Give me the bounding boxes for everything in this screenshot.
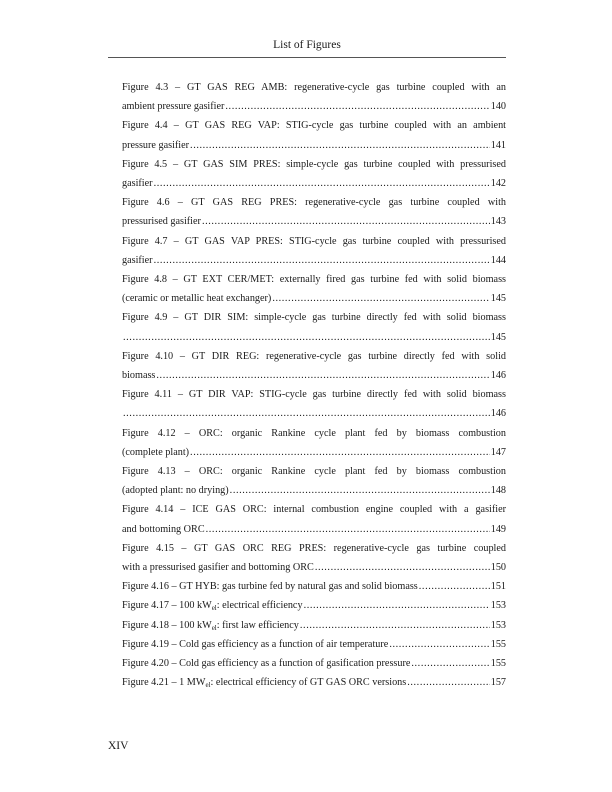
figure-entry[interactable] [122,232,506,270]
entry-title-line: Figure 4.7 – GT GAS VAP PRES: STIG-cycle gas turbine coupled with pressurised [122,235,506,247]
entry-page-number[interactable]: 146 [490,408,506,420]
entry-title-tail: (complete plant) [122,446,190,458]
entry-page-number[interactable]: 153 [490,600,506,612]
entry-title-line: Figure 4.11 – GT DIR VAP: STIG-cycle gas turbine directly fed with solid biomass [122,389,506,401]
dot-leader [419,577,490,596]
figure-entry[interactable] [122,385,506,423]
entry-title-tail: Figure 4.16 – GT HYB: gas turbine fed by natural gas and solid biomass [122,581,418,593]
dot-leader [206,520,490,539]
entry-title-text: Figure 4.18 – 100 kW [122,619,212,631]
entry-title-tail: ambient pressure gasifier [122,101,225,113]
entry-title-tail: pressurised gasifier [122,216,201,228]
dot-leader [407,673,489,692]
dot-leader [300,616,490,635]
entry-title-tail: with a pressurised gasifier and bottoming ORC [122,562,314,574]
entry-leader-line [122,443,506,462]
entry-title-text: Figure 4.21 – 1 MW [122,677,206,689]
entry-title-line: Figure 4.9 – GT DIR SIM: simple-cycle gas turbine directly fed with solid biomass [122,312,506,324]
unit-subscript: el [211,623,217,632]
entry-title-text: : electrical efficiency [216,600,303,612]
dot-leader [123,404,490,423]
figure-entry[interactable] [122,539,506,577]
entry-page-number[interactable]: 148 [490,485,506,497]
entry-leader-line [122,673,506,692]
entry-page-number[interactable]: 140 [490,101,506,113]
entry-title-line: Figure 4.12 – ORC: organic Rankine cycle plant fed by biomass combustion [122,427,506,439]
dot-leader [123,328,490,347]
dot-leader [225,97,489,116]
entry-page-number[interactable]: 141 [490,139,506,151]
entry-title-tail: (ceramic or metallic heat exchanger) [122,293,272,305]
entry-title-line: Figure 4.10 – GT DIR REG: regenerative-cycle gas turbine directly fed with solid [122,350,506,362]
entry-leader-line [122,481,506,500]
dot-leader [190,443,490,462]
entry-page-number[interactable]: 155 [490,658,506,670]
figure-entry[interactable] [122,78,506,116]
entry-title-line: Figure 4.3 – GT GAS REG AMB: regenerative-cycle gas turbine coupled with an [122,82,506,93]
entry-title-tail: and bottoming ORC [122,523,205,535]
entry-leader-line [122,558,506,577]
figure-entry[interactable] [122,424,506,462]
figure-entry[interactable] [122,500,506,538]
entry-title-line: Figure 4.5 – GT GAS SIM PRES: simple-cycle gas turbine coupled with pressurised [122,158,506,170]
figure-entry[interactable] [122,155,506,193]
entry-page-number[interactable]: 147 [490,446,506,458]
entry-page-number[interactable]: 143 [490,216,506,228]
entry-title-tail [122,596,303,615]
entry-title-line: Figure 4.14 – ICE GAS ORC: internal combustion engine coupled with a gasifier [122,504,506,516]
entry-leader-line [122,596,506,615]
entry-title-tail: (adopted plant: no drying) [122,485,229,497]
entry-leader-line [122,616,506,635]
dot-leader [154,174,490,193]
dot-leader [304,596,490,615]
dot-leader [190,136,490,155]
figure-entry[interactable] [122,577,506,596]
entry-leader-line [122,404,506,423]
entry-leader-line [122,635,506,654]
entry-page-number[interactable]: 157 [490,677,506,689]
entry-leader-line [122,97,506,116]
entry-leader-line [122,174,506,193]
entry-leader-line [122,136,506,155]
entry-page-number[interactable]: 145 [490,293,506,305]
entry-title-line: Figure 4.8 – GT EXT CER/MET: externally fired gas turbine fed with solid biomass [122,274,506,286]
figure-entry[interactable] [122,616,506,635]
entry-leader-line [122,654,506,673]
entry-title-tail: gasifier [122,178,153,190]
dot-leader [154,251,490,270]
entry-title-line: Figure 4.6 – GT GAS REG PRES: regenerative-cycle gas turbine coupled with [122,197,506,209]
figure-entry[interactable] [122,347,506,385]
entry-title-tail: gasifier [122,254,153,266]
header-rule [108,57,506,58]
unit-subscript: el [205,681,211,690]
entry-title-tail [122,673,406,692]
entry-title-tail [122,616,299,635]
dot-leader [315,558,490,577]
figure-entry[interactable] [122,462,506,500]
dot-leader [156,366,489,385]
entry-leader-line [122,289,506,308]
figure-entry[interactable] [122,635,506,654]
figure-entry[interactable] [122,308,506,346]
entry-title-tail: Figure 4.20 – Cold gas efficiency as a function of gasification pressure [122,658,411,670]
entry-page-number[interactable]: 150 [490,562,506,574]
entry-title-text: : electrical efficiency of GT GAS ORC versions [210,677,407,689]
entry-title-tail: Figure 4.19 – Cold gas efficiency as a function of air temperature [122,638,389,650]
dot-leader [389,635,489,654]
entry-title-line: Figure 4.15 – GT GAS ORC REG PRES: regenerative-cycle gas turbine coupled [122,542,506,554]
entry-page-number[interactable]: 145 [490,331,506,343]
entry-page-number[interactable]: 142 [490,178,506,190]
page-number: XIV [108,740,129,752]
entry-title-text: Figure 4.17 – 100 kW [122,600,212,612]
entry-page-number[interactable]: 151 [490,581,506,593]
figure-entry[interactable] [122,270,506,308]
figure-entry[interactable] [122,596,506,615]
entry-leader-line [122,366,506,385]
figure-entry[interactable] [122,673,506,692]
list-of-figures [122,78,506,693]
dot-leader [202,212,490,231]
entry-leader-line [122,577,506,596]
figure-entry[interactable] [122,193,506,231]
entry-title-tail: pressure gasifier [122,139,190,151]
entry-page-number[interactable]: 153 [490,619,506,631]
entry-page-number[interactable]: 155 [490,638,506,650]
entry-title-tail: biomass [122,370,156,382]
entry-leader-line [122,212,506,231]
entry-page-number[interactable]: 149 [490,523,506,535]
figure-entry[interactable] [122,654,506,673]
entry-leader-line [122,328,506,347]
entry-title-line: Figure 4.13 – ORC: organic Rankine cycle plant fed by biomass combustion [122,466,506,478]
dot-leader [411,654,489,673]
entry-title-line: Figure 4.4 – GT GAS REG VAP: STIG-cycle gas turbine coupled with an ambient [122,120,506,132]
unit-subscript: el [211,604,217,613]
entry-title-text: : first law efficiency [216,619,299,631]
entry-leader-line [122,520,506,539]
figure-entry[interactable] [122,116,506,154]
running-header: List of Figures [273,39,341,51]
entry-leader-line [122,251,506,270]
dot-leader [230,481,490,500]
entry-page-number[interactable]: 146 [490,370,506,382]
dot-leader [272,289,489,308]
entry-page-number[interactable]: 144 [490,254,506,266]
